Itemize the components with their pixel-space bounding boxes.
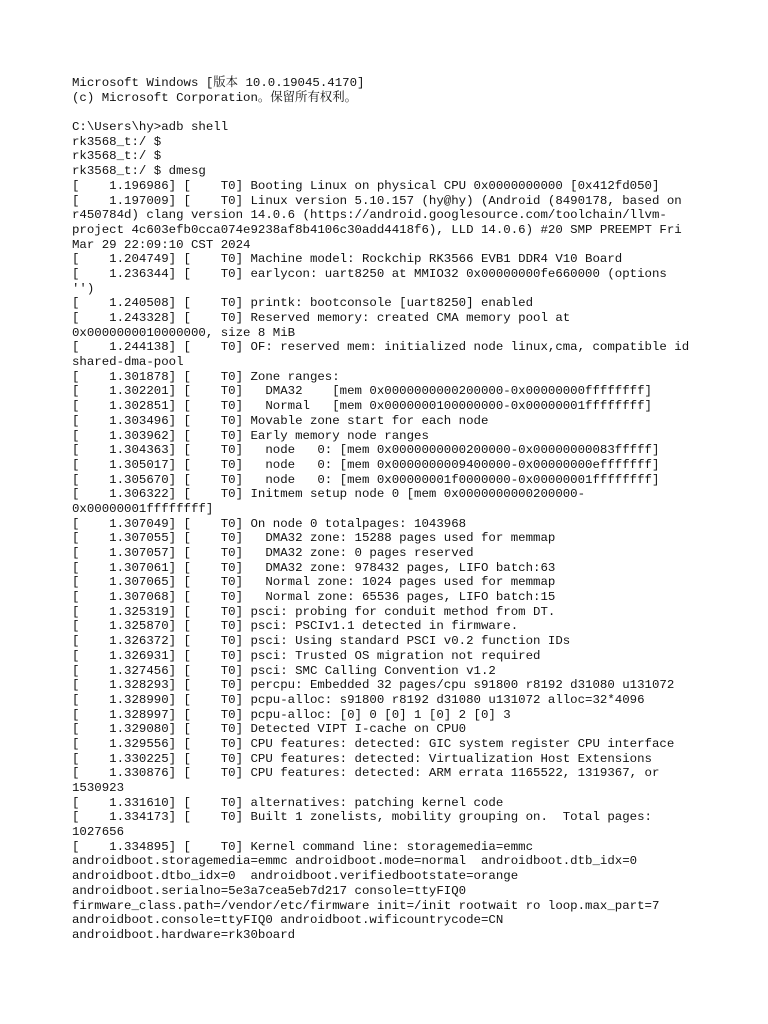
terminal-line: androidboot.dtbo_idx=0 androidboot.verifiedbootstate=orange (72, 869, 519, 884)
terminal-line: C:\Users\hy>adb shell (72, 120, 229, 135)
terminal-line: rk3568_t:/ $ (72, 149, 162, 164)
terminal-line: [ 1.302851] [ T0] Normal [mem 0x0000000100000000-0x00000001ffffffff] (72, 399, 652, 414)
terminal-line: [ 1.240508] [ T0] printk: bootconsole [uart8250] enabled (72, 296, 534, 311)
terminal-line: [ 1.330876] [ T0] CPU features: detected: ARM errata 1165522, 1319367, or (72, 766, 660, 781)
terminal-line: [ 1.307068] [ T0] Normal zone: 65536 pages, LIFO batch:15 (72, 590, 556, 605)
terminal-line: [ 1.303962] [ T0] Early memory node ranges (72, 428, 429, 443)
terminal-line: [ 1.328997] [ T0] pcpu-alloc: [0] 0 [0] 1 [0] 2 [0] 3 (72, 707, 511, 722)
terminal-line: rk3568_t:/ $ (72, 134, 162, 149)
terminal-line: [ 1.305670] [ T0] node 0: [mem 0x00000001f0000000-0x00000001ffffffff] (72, 472, 660, 487)
terminal-line: [ 1.307065] [ T0] Normal zone: 1024 pages used for memmap (72, 575, 556, 590)
terminal-line: [ 1.329080] [ T0] Detected VIPT I-cache on CPU0 (72, 722, 467, 737)
terminal-line: [ 1.244138] [ T0] OF: reserved mem: initialized node linux,cma, compatible id (72, 340, 690, 355)
terminal-line: [ 1.325870] [ T0] psci: PSCIv1.1 detected in firmware. (72, 619, 519, 634)
terminal-line: androidboot.hardware=rk30board (72, 927, 296, 942)
terminal-line: 0x0000000010000000, size 8 MiB (72, 325, 296, 340)
terminal-line: Microsoft Windows [版本 10.0.19045.4170] (72, 76, 365, 90)
terminal-line: [ 1.196986] [ T0] Booting Linux on physical CPU 0x0000000000 [0x412fd050] (72, 178, 660, 193)
terminal-line: [ 1.330225] [ T0] CPU features: detected: Virtualization Host Extensions (72, 751, 652, 766)
terminal-line: [ 1.326372] [ T0] psci: Using standard PSCI v0.2 function IDs (72, 634, 571, 649)
terminal-line: firmware_class.path=/vendor/etc/firmware init=/init rootwait ro loop.max_part=7 (72, 898, 660, 913)
terminal-line: [ 1.197009] [ T0] Linux version 5.10.157 (hy@hy) (Android (8490178, based on (72, 193, 682, 208)
terminal-line: '') (72, 281, 95, 296)
terminal-line: rk3568_t:/ $ dmesg (72, 164, 206, 179)
terminal-line: Mar 29 22:09:10 CST 2024 (72, 237, 251, 252)
terminal-line: project 4c603efb0cca074e9238af8b4106c30add4418f6), LLD 14.0.6) #20 SMP PREEMPT Fri (72, 222, 682, 237)
terminal-line: [ 1.331610] [ T0] alternatives: patching kernel code (72, 795, 504, 810)
terminal-line: androidboot.serialno=5e3a7cea5eb7d217 console=ttyFIQ0 (72, 883, 467, 898)
terminal-line: shared-dma-pool (72, 355, 184, 370)
terminal-line: (c) Microsoft Corporation。保留所有权利。 (72, 90, 358, 105)
terminal-line: [ 1.303496] [ T0] Movable zone start for each node (72, 413, 489, 428)
terminal-line: 1027656 (72, 825, 125, 840)
terminal-line: [ 1.328293] [ T0] percpu: Embedded 32 pages/cpu s91800 r8192 d31080 u131072 (72, 678, 675, 693)
terminal-line: androidboot.storagemedia=emmc androidboot.mode=normal androidboot.dtb_idx=0 (72, 854, 638, 869)
terminal-line: [ 1.307057] [ T0] DMA32 zone: 0 pages reserved (72, 546, 474, 560)
terminal-line: [ 1.306322] [ T0] Initmem setup node 0 [mem 0x0000000000200000- (72, 487, 586, 502)
terminal-line: [ 1.304363] [ T0] node 0: [mem 0x0000000000200000-0x00000000083fffff] (72, 443, 660, 458)
terminal-line: [ 1.307055] [ T0] DMA32 zone: 15288 pages used for memmap (72, 531, 556, 546)
terminal-line: androidboot.console=ttyFIQ0 androidboot.wificountrycode=CN (72, 913, 504, 928)
terminal-line: [ 1.325319] [ T0] psci: probing for conduit method from DT. (72, 604, 556, 619)
terminal-line: [ 1.236344] [ T0] earlycon: uart8250 at MMIO32 0x00000000fe660000 (options (72, 266, 667, 281)
terminal-line: [ 1.204749] [ T0] Machine model: Rockchip RK3566 EVB1 DDR4 V10 Board (72, 252, 623, 267)
terminal-line (72, 105, 712, 120)
terminal-line: 0x00000001ffffffff] (72, 501, 214, 516)
terminal-line: [ 1.326931] [ T0] psci: Trusted OS migration not required (72, 648, 541, 663)
terminal-line: [ 1.301878] [ T0] Zone ranges: (72, 369, 340, 384)
terminal-output (72, 76, 712, 943)
terminal-line: [ 1.305017] [ T0] node 0: [mem 0x0000000009400000-0x00000000efffffff] (72, 457, 660, 472)
terminal-line: [ 1.334895] [ T0] Kernel command line: storagemedia=emmc (72, 839, 534, 854)
terminal-line: [ 1.302201] [ T0] DMA32 [mem 0x0000000000200000-0x00000000ffffffff] (72, 384, 652, 399)
terminal-line: [ 1.334173] [ T0] Built 1 zonelists, mobility grouping on. Total pages: (72, 810, 652, 825)
terminal-line: [ 1.328990] [ T0] pcpu-alloc: s91800 r8192 d31080 u131072 alloc=32*4096 (72, 692, 645, 707)
terminal-line: r450784d) clang version 14.0.6 (https://android.googlesource.com/toolchain/llvm- (72, 208, 667, 223)
terminal-line: [ 1.307061] [ T0] DMA32 zone: 978432 pages, LIFO batch:63 (72, 560, 556, 575)
terminal-line: [ 1.307049] [ T0] On node 0 totalpages: 1043968 (72, 516, 467, 531)
terminal-line: 1530923 (72, 781, 125, 795)
terminal-line: [ 1.327456] [ T0] psci: SMC Calling Convention v1.2 (72, 663, 496, 678)
terminal-line: [ 1.329556] [ T0] CPU features: detected: GIC system register CPU interface (72, 736, 675, 751)
terminal-line: [ 1.243328] [ T0] Reserved memory: created CMA memory pool at (72, 311, 571, 325)
